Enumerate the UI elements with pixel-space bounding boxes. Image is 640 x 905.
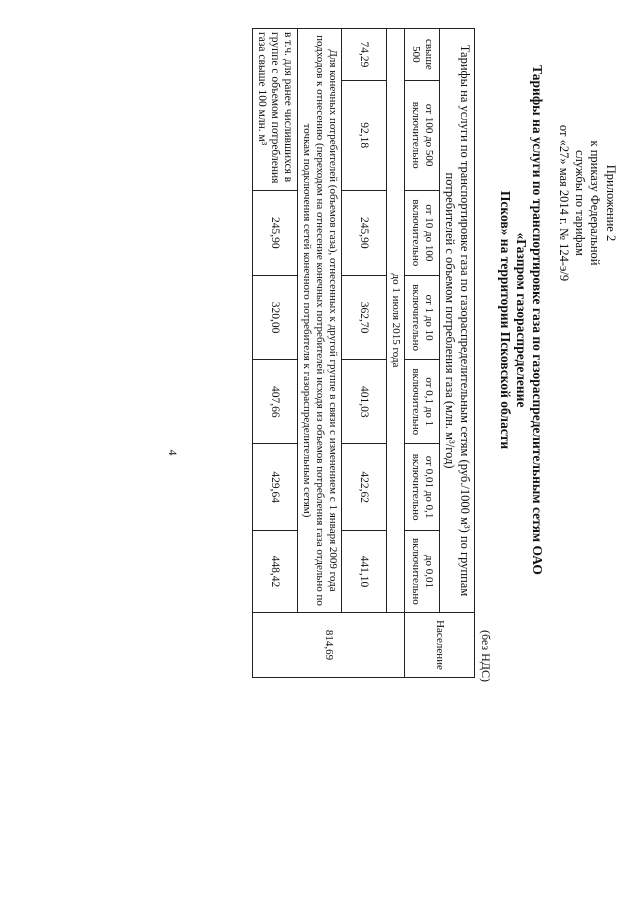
annex-line-3: службы по тарифам [573, 150, 587, 256]
annex-line-1: Приложение 2 [604, 164, 618, 242]
reclassification-note: Для конечных потребителей (объемов газа), отнесенных к другой группе в связи с изменением с 1 января 2009 года подходов к отнесению (переходом на отнесение конечных потребителей исходя из объемов потребления газа отдельно по точкам подключения сетей конечного потребителя к газораспределительным сетям) [298, 29, 342, 613]
sub-row-label: в т.ч. для ранее числившихся в группе с объемом потребления газа свыше 100 млн. м³ [253, 29, 298, 191]
group-header-1: свыше 500 [405, 29, 440, 81]
group-header-4: от 1 до 10 включительно [405, 276, 440, 360]
title-line-2: Псков» на территории Псковской области [498, 190, 513, 450]
document-title [497, 40, 545, 600]
tariff-table [252, 28, 475, 678]
value-cell-6: 422,62 [342, 444, 387, 530]
sub-value-cell-5: 448,42 [253, 530, 298, 612]
group-header-2: от 100 до 500 включительно [405, 80, 440, 190]
vat-note: (без НДС) [479, 629, 493, 682]
value-cell-3: 245,90 [342, 190, 387, 276]
sub-value-cell-2: 320,00 [253, 276, 298, 360]
annex-line-2: к приказу Федеральной [588, 140, 603, 266]
annex-line-4: от «27» мая 2014 г. № 124-э/9 [557, 124, 572, 282]
group-header-6: от 0,01 до 0,1 включительно [405, 444, 440, 530]
group-header-3: от 10 до 100 включительно [405, 190, 440, 276]
value-cell-2: 92,18 [342, 80, 387, 190]
sub-value-cell-3: 407,66 [253, 360, 298, 444]
value-cell-1: 74,29 [342, 29, 387, 81]
population-value: 814,69 [253, 613, 405, 678]
page-number: 4 [166, 449, 180, 456]
value-cell-7: 441,10 [342, 530, 387, 612]
population-header: Население [405, 613, 475, 678]
group-header-7: до 0,01 включительно [405, 530, 440, 612]
table-main-header: Тарифы на услуги по транспортировке газа по газораспределительным сетям (руб./1000 м³) по группам потребителей с объемом потребления газа (млн. м³/год) [440, 29, 475, 613]
period-row: до 1 июля 2015 года [387, 29, 405, 613]
sub-value-cell-1: 245,90 [253, 190, 298, 276]
group-header-5: от 0,1 до 1 включительно [405, 360, 440, 444]
value-cell-4: 362,70 [342, 276, 387, 360]
value-cell-5: 401,03 [342, 360, 387, 444]
annex-header [556, 93, 618, 313]
title-line-1: Тарифы на услуги по транспортировке газа по газораспределительным сетям ОАО «Газпром газораспределение [514, 65, 545, 575]
sub-value-cell-4: 429,64 [253, 444, 298, 530]
